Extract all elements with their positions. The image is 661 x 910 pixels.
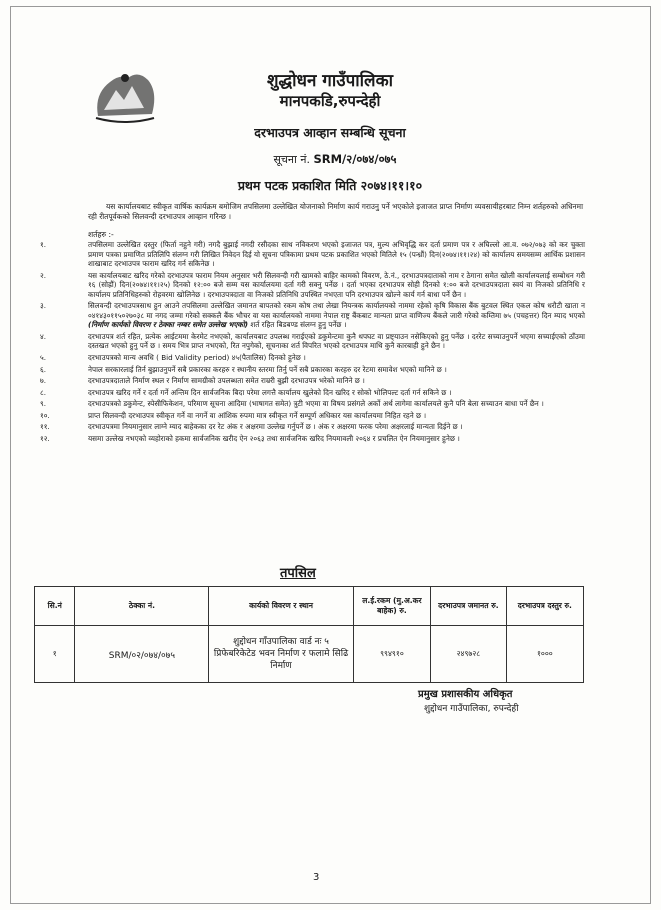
- cell-sn: १: [35, 626, 75, 683]
- condition-item: [40, 332, 585, 351]
- condition-item: [40, 388, 585, 398]
- condition-item: [40, 434, 585, 444]
- column-header-bid-security: दरभाउपत्र जमानत रु.: [431, 587, 507, 626]
- government-emblem-icon: [90, 64, 160, 126]
- signatory-title: प्रमुख प्रशासकीय अधिकृत: [418, 689, 513, 700]
- schedule-heading: तपसिल: [280, 566, 316, 581]
- cell-contract-no: SRM/०२/०७४/०७५: [75, 626, 209, 683]
- office-title: शुद्धोधन गाउँपालिका: [266, 71, 394, 91]
- condition-text-group: [88, 301, 585, 330]
- condition-text: दरभाउपत्रदाताले निर्माण स्थल र निर्माण सामग्रीको उपलब्धता समेत राम्ररी बुझी दरभाउपत्र भरेको मानिने छ ।: [88, 376, 365, 386]
- table-row: [35, 626, 584, 683]
- condition-number: १.: [40, 240, 47, 249]
- condition-number: ८.: [40, 387, 47, 397]
- condition-emphasis: (निर्माण कार्यको विवरण र ठेक्का नम्बर समेत उल्लेख भएको): [88, 320, 249, 330]
- condition-item: [40, 365, 585, 375]
- condition-item: [40, 353, 585, 363]
- notice-number-label: सूचना नं.: [273, 153, 310, 166]
- condition-text: यस कार्यालयबाट खरिद गरेको दरभाउपत्र फाराम नियम अनुसार भरी सिलवन्दी गरी खामको बाहिर कामको विवरण, ठे.नं., दरभाउपत्रदाताको नाम र ठेगाना समेत खोली कार्यालयलाई सम्बोधन गरी १६ (सोह्रौं) दिन(२०७४।११।२५) दिनको १२:०० बजे सम्म यस कार्यालयमा दर्ता गरी सक्नु पर्नेछ । दर्ता भएका दरभाउपत्र सोही दिनको १:०० बजे दरभाउपत्रदाता स्वयं वा निजको प्रतिनिधि र कार्यालय प्रतिनिधिहरुको रोहवरमा खोलिनेछ । दरभाउपत्रदाता वा निजको प्रतिनिधि उपस्थित नभएता पनि दरभाउपत्र खोल्ने कार्य गर्न बाधा पर्ने छैन ।: [88, 270, 585, 299]
- condition-text: सिलवन्दी दरभाउपत्रसाथ हुन आउने तपसिलमा उल्लेखित जमानत बापतको रकम कोष तथा लेखा नियन्त्रक कार्यालयको नाममा रहेको कृषि विकास बैंक बुटवल स्थित एकल कोष धरौटी खाता न ०४१४३०११५०२७०३८ मा नगद जम्मा गरेको सक्कलै बैंक भौचर वा यस कार्यालयको नाममा नेपाल राष्ट्र बैंकबाट मान्यता प्राप्त वाणिज्य बैंकले जारी गरेको कम्तिमा ७५ (पचहत्तर) दिन म्याद भएको: [88, 301, 585, 320]
- table-header-row: [35, 587, 584, 626]
- condition-item: [40, 411, 585, 421]
- condition-text: प्राप्त सिलवन्दी दरभाउपत्र स्वीकृत गर्ने वा नगर्ने वा आंशिक रुपमा मात्र स्वीकृत गर्ने सम्पूर्ण अधिकार यस कार्यालयमा निहित रहने छ ।: [88, 410, 427, 420]
- condition-item: [40, 301, 585, 330]
- column-header-bid-fee: दरभाउपत्र दस्तुर रु.: [506, 587, 583, 626]
- intro-paragraph: यस कार्यालयबाट स्वीकृत वार्षिक कार्यक्रम बमोजिम तपसिलमा उल्लेखित योजनाको निर्माण कार्य गराउनु पर्ने भएकोले इजाजत प्राप्त निर्माण व्यवसायीहरबाट निम्न शर्तहरुको अधिनमा रही रीतपूर्वकको सिलवन्दी दरभाउपत्र आव्हान गरिन्छ ।: [88, 202, 583, 221]
- condition-text: नेपाल सरकारलाई तिर्न बुझाउनुपर्ने सबै प्रकारका करहरु र स्थानीय स्तरमा तिर्नु पर्ने सबै प्रकारका करहरु दर रेटमा समावेश भएको मानिने छ ।: [88, 364, 447, 374]
- condition-number: ७.: [40, 376, 47, 386]
- conditions-heading: शर्तहरु :-: [88, 230, 114, 239]
- signatory-office: शुद्दोधन गाउँपालिका, रुपन्देही: [424, 704, 519, 714]
- condition-text: दरभाउपत्रको डकुमेन्ट, स्पेसीफिकेशन, परिमाण सूचना आदिमा (भाषागत समेत) त्रुटी भएमा वा विषय प्रसंगले अर्को अर्थ लागेमा कार्यालयले कुनै पनि बेला सच्याउन बाधा पर्ने छैन ।: [88, 399, 544, 409]
- condition-number: ३.: [40, 301, 47, 311]
- condition-number: ९.: [40, 399, 47, 409]
- notice-number: SRM/२/०७४/०७५: [313, 152, 397, 166]
- schedule-table: [34, 586, 584, 683]
- condition-item: [40, 240, 585, 269]
- page-number: 3: [313, 872, 320, 883]
- condition-number: १२.: [40, 433, 50, 443]
- notice-title: दरभाउपत्र आव्हान सम्बन्धि सूचना: [254, 125, 406, 140]
- condition-item: [40, 422, 585, 432]
- condition-number: ६.: [40, 364, 47, 374]
- condition-number: ४.: [40, 331, 47, 341]
- column-header-cost-estimate: ल.ई.रकम (मु.अ.कर बाहेक) रु.: [353, 587, 430, 626]
- cell-cost-estimate: ९९४९१०: [353, 626, 430, 683]
- condition-number: ५.: [40, 353, 47, 363]
- condition-number: ११.: [40, 422, 50, 432]
- notice-number-line: [245, 152, 425, 167]
- column-header-description: कार्यको विवरण र स्थान: [209, 587, 353, 626]
- condition-item: [40, 376, 585, 386]
- column-header-contract-no: ठेक्का नं.: [75, 587, 209, 626]
- column-header-sn: सि.नं: [35, 587, 75, 626]
- condition-item: [40, 399, 585, 409]
- cell-description: शुद्दोधन गाँउपालिका वार्ड नः ५ प्रिफेबरिकेटेड भवन निर्माण र फलामे सिढि निर्माण: [209, 626, 353, 683]
- condition-text: दरभाउपत्रको मान्य अवधि ( Bid Validity period) ४५(पैतालिस) दिनको हुनेछ ।: [88, 353, 306, 363]
- condition-text: दरभाउपत्रमा नियमानुसार लाग्ने म्याद बाहेकका दर रेट अंक र अक्षरमा उल्लेख गर्नुपर्ने छ । अंक र अक्षरमा फरक परेमा अक्षरलाई मान्यता दिईने छ ।: [88, 422, 463, 432]
- condition-number: २.: [40, 270, 47, 280]
- condition-number: १०.: [40, 410, 50, 420]
- publication-date: प्रथम पटक प्रकाशित मिति २०७४।११।१०: [237, 178, 423, 193]
- condition-text-tail: शर्त रहित बिडबण्ड संलग्न हुनु पर्नेछ ।: [250, 320, 347, 330]
- condition-text: दरभाउपत्र शर्त रहित, प्रत्येक आईटममा केरमेट नभएको, कार्यालयबाट उपलब्ध गराईएको डकुमेन्टमा कुनै थपघट वा प्रष्ट्याउन नसेकिएको हुनु पर्नेछ । दररेट सच्याउनुपर्ने भएमा सच्याईएको ठाँउमा दस्तखत भएको हुनु पर्ने छ । समय भित्र प्राप्त नभएको, रित नपुगेको, सूचनाका शर्त विपरित भएको दरभाउपत्र माथि कुनै कारबाही हुने छैन ।: [88, 331, 585, 351]
- office-address: मानपकडि,रुपन्देही: [279, 92, 381, 110]
- cell-bid-fee: १०००: [506, 626, 583, 683]
- condition-text: यसमा उल्लेख नभएको व्यहोराको हकमा सार्वजनिक खरीद ऐन २०६३ तथा सार्वजनिक खरिद नियमावली २०६४ र प्रचलित ऐन नियमानुसार हुनेछ ।: [88, 433, 460, 443]
- conditions-list: [40, 240, 585, 445]
- condition-text: तपसिलमा उल्लेखित दस्तुर (फिर्ता नहुने गरी) नगदै बुझाई नगदी रसीदका साथ नविकरण भएको इजाजत पत्र, मुल्य अभिवृद्धि कर दर्ता प्रमाण पत्र र अघिल्लो आ.व. ०७२/०७३ को कर चुक्ता प्रमाण पत्रका प्रमाणित प्रतिलिपि संलग्न गरी लिखित निवेदन दिई यो सूचना पत्रिकामा प्रथम पटक प्रकाशित भएको मितिले १५ (पन्ध्रौं) दिन(२०७४।११।२४) को कार्यालय समयसम्म आर्थिक प्रशासन शाखाबाट दरभाउपत्र फाराम खरिद गर्न सकिनेछ ।: [88, 240, 585, 269]
- cell-bid-security: २४९७२८: [431, 626, 507, 683]
- condition-item: [40, 271, 585, 300]
- condition-text: दरभाउपत्र खरिद गर्ने र दर्ता गर्ने अन्तिम दिन सार्वजनिक बिदा परेमा लगत्तै कार्यालय खुलेको दिन खरिद र सोको भोलिपल्ट दर्ता गर्न सकिने छ ।: [88, 387, 452, 397]
